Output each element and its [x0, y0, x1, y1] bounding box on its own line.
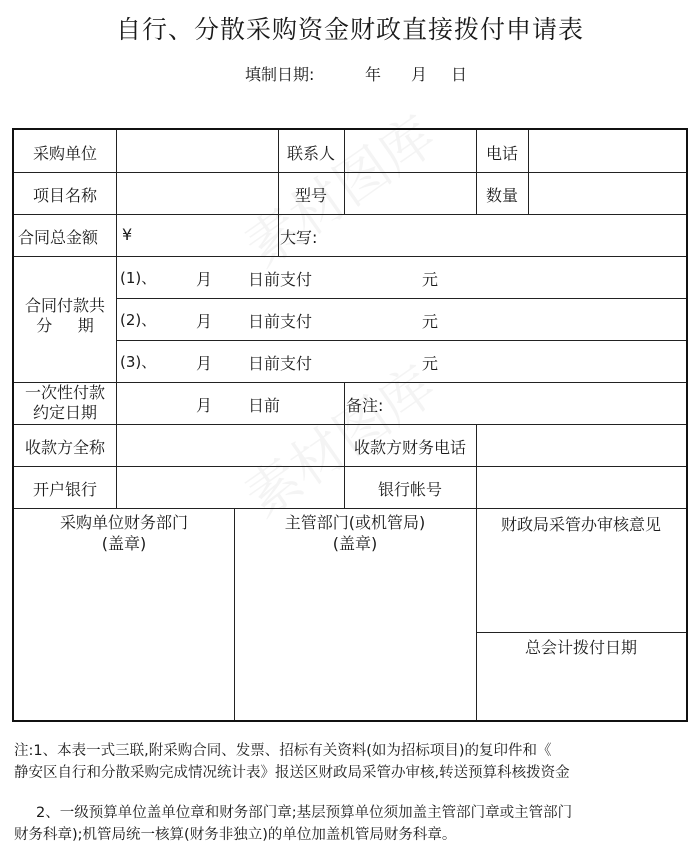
installment-day-text: 日前支付 [248, 270, 313, 289]
installment-no: (2)、 [120, 311, 157, 329]
fill-date-year: 年 [365, 65, 382, 84]
installment-unit: 元 [422, 312, 439, 331]
purchaser-label: 采购单位 [32, 144, 97, 163]
installment-no: (1)、 [120, 269, 157, 287]
installment-unit: 元 [422, 354, 439, 373]
model-label: 型号 [294, 186, 327, 205]
payee-name-label: 收款方全称 [24, 438, 105, 457]
grid-line [476, 508, 477, 720]
grid-line [116, 340, 686, 341]
finance-dept-approval: 采购单位财务部门 (盖章) [59, 513, 188, 553]
fill-date-label: 填制日期: [245, 65, 315, 84]
form-title: 自行、分散采购资金财政直接拨付申请表 [115, 15, 584, 44]
bank-label: 开户银行 [32, 480, 97, 499]
grid-line [14, 214, 686, 215]
installment-day-text: 日前支付 [248, 312, 313, 331]
grid-line [14, 508, 686, 509]
account-label: 银行帐号 [377, 480, 442, 499]
installment-month: 月 [196, 312, 213, 331]
contract-total-label: 合同总金额 [18, 228, 99, 247]
bureau-approval: 财政局采管办审核意见 [500, 515, 661, 534]
grid-line [528, 130, 529, 214]
installments-label: 合同付款共 分 期 [24, 296, 105, 335]
installment-month: 月 [196, 354, 213, 373]
grid-line [14, 256, 686, 257]
note-2-line-1: 2、一级预算单位盖单位章和财务部门章;基层预算单位须加盖主管部门章或主管部门 [36, 805, 573, 821]
lump-sum-day: 日前 [248, 396, 281, 415]
note-2-line-2: 财务科章);机管局统一核算(财务非独立)的单位加盖机管局财务科章。 [14, 827, 457, 843]
form-notes [14, 740, 690, 846]
contact-label: 联系人 [286, 144, 335, 163]
application-form-table [12, 128, 688, 722]
quantity-label: 数量 [485, 186, 518, 205]
phone-label: 电话 [485, 144, 518, 163]
fill-date-month: 月 [411, 65, 428, 84]
supervisor-approval: 主管部门(或机管局) (盖章) [284, 513, 426, 553]
grid-line [344, 130, 345, 214]
grid-line [476, 424, 477, 508]
grid-line [476, 632, 686, 633]
lump-sum-month: 月 [196, 396, 213, 415]
capital-amount-label: 大写: [280, 228, 318, 247]
grid-line [14, 466, 686, 467]
remarks-label: 备注: [346, 396, 384, 415]
yen-sign: ¥ [122, 225, 133, 244]
payee-phone-label: 收款方财务电话 [353, 438, 466, 457]
installment-unit: 元 [422, 270, 439, 289]
grid-line [116, 130, 117, 508]
accounting-date: 总会计拨付日期 [524, 638, 637, 657]
installment-day-text: 日前支付 [248, 354, 313, 373]
note-1-line-1: 注:1、本表一式三联,附采购合同、发票、招标有关资料(如为招标项目)的复印件和《 [14, 743, 552, 759]
lump-sum-label: 一次性付款 约定日期 [24, 383, 105, 422]
project-name-label: 项目名称 [32, 186, 97, 205]
fill-date-day: 日 [451, 65, 468, 84]
installment-no: (3)、 [120, 353, 157, 371]
installment-month: 月 [196, 270, 213, 289]
grid-line [116, 298, 686, 299]
note-1-line-2: 静安区自行和分散采购完成情况统计表》报送区财政局采管办审核,转送预算科核拨资金 [14, 765, 570, 781]
grid-line [14, 172, 686, 173]
grid-line [14, 424, 686, 425]
